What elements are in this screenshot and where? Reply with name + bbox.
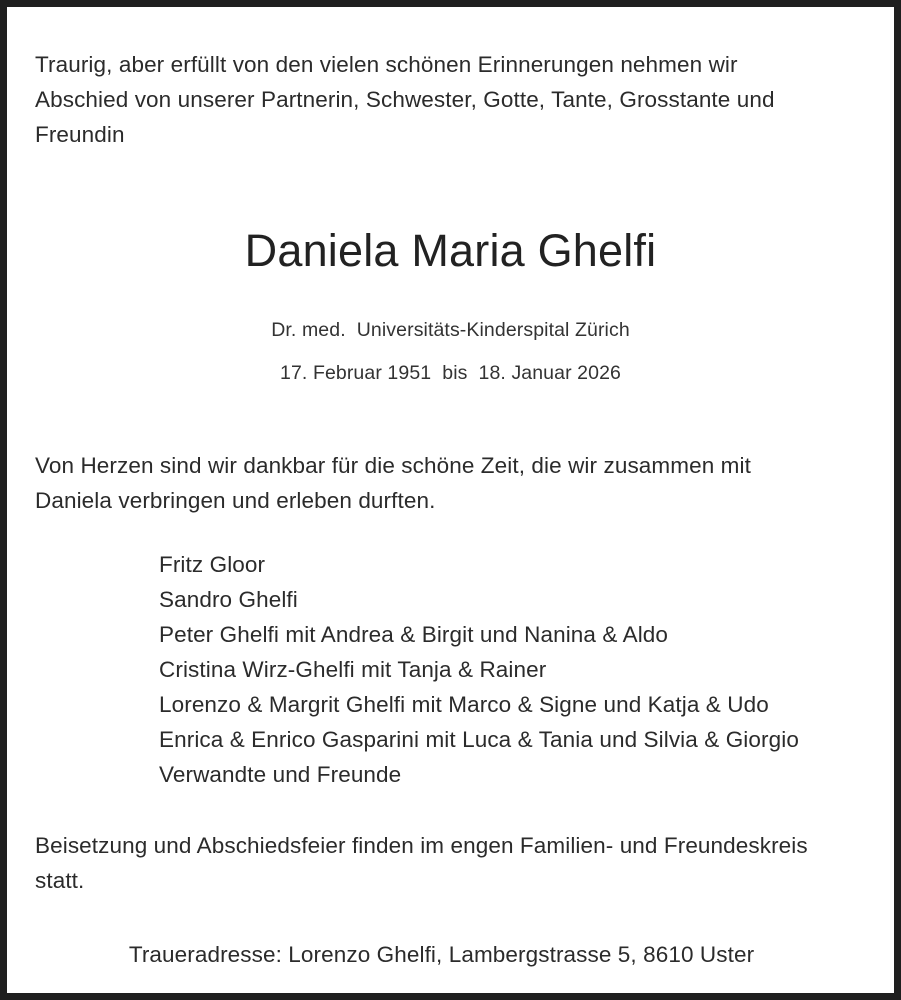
- list-item: Fritz Gloor: [159, 551, 266, 577]
- gratitude-paragraph: Von Herzen sind wir dankbar für die schöne Zeit, die wir zusammen mit Daniela verbringen und erleben durften.: [35, 452, 751, 513]
- condolence-address: Traueradresse: Lorenzo Ghelfi, Lambergstrasse 5, 8610 Uster: [128, 941, 755, 967]
- deceased-title: Dr. med. Universitäts-Kinderspital Zürich: [271, 318, 630, 341]
- list-item: Verwandte und Freunde: [159, 761, 402, 787]
- deceased-name-block: [28, 226, 873, 385]
- ceremony-paragraph: Beisetzung und Abschiedsfeier finden im engen Familien- und Freundeskreis statt.: [35, 832, 808, 893]
- intro-paragraph: Traurig, aber erfüllt von den vielen schönen Erinnerungen nehmen wir Abschied von unserer Partnerin, Schwester, Gotte, Tante, Grosstante und Freundin: [35, 52, 775, 147]
- deceased-life-dates: 17. Februar 1951 bis 18. Januar 2026: [280, 361, 621, 384]
- list-item: Peter Ghelfi mit Andrea & Birgit und Nanina & Aldo: [159, 621, 669, 647]
- obituary-content: [7, 7, 894, 993]
- survivors-list: [28, 547, 873, 792]
- deceased-name: Daniela Maria Ghelfi: [244, 225, 657, 276]
- list-item: Lorenzo & Margrit Ghelfi mit Marco & Signe und Katja & Udo: [159, 691, 769, 717]
- list-item: Cristina Wirz-Ghelfi mit Tanja & Rainer: [159, 656, 547, 682]
- list-item: Enrica & Enrico Gasparini mit Luca & Tania und Silvia & Giorgio: [159, 726, 799, 752]
- list-item: Sandro Ghelfi: [159, 586, 298, 612]
